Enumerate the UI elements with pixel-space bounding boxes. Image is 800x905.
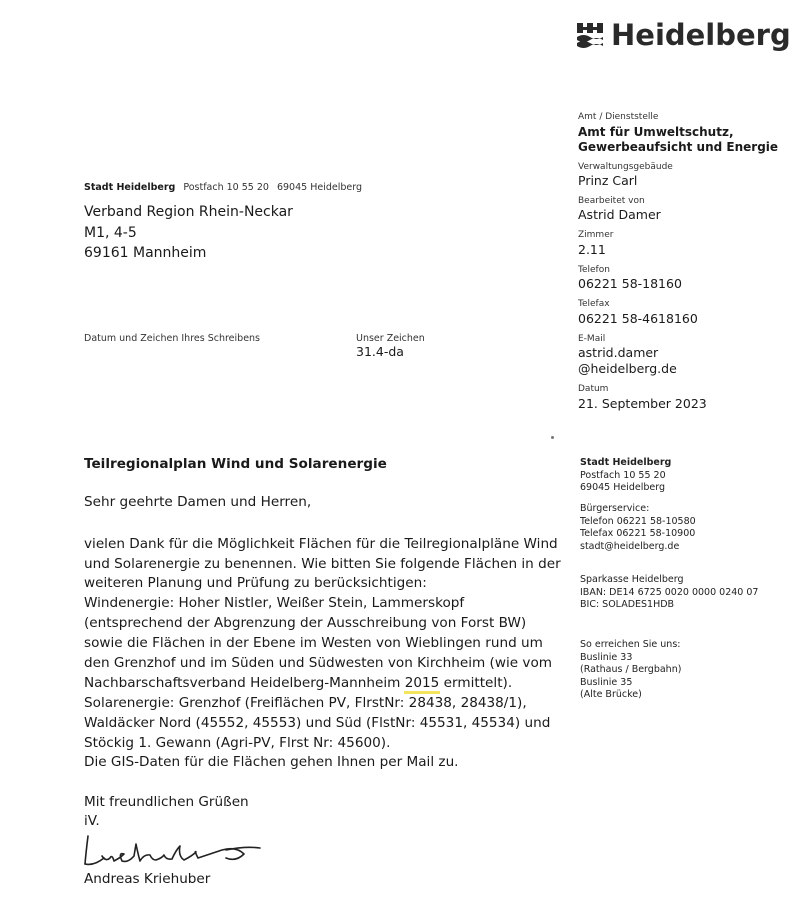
letter-salutation: Sehr geehrte Damen und Herren, — [84, 494, 312, 510]
sender-line — [84, 182, 362, 193]
amt-line2: Gewerbeaufsicht und Energie — [578, 140, 779, 154]
sidebar-bank — [580, 574, 758, 612]
phone-label: Telefon — [578, 265, 610, 275]
recipient-line3: 69161 Mannheim — [84, 245, 207, 261]
bank-bic: BIC: SOLADES1HDB — [580, 599, 675, 611]
service-label: Bürgerservice: — [580, 503, 650, 514]
room-value: 2.11 — [578, 242, 606, 257]
body-line: Die GIS-Daten für die Flächen gehen Ihnen per Mail zu. — [84, 754, 459, 770]
amt-label: Amt / Dienststelle — [578, 112, 659, 122]
email-line1: astrid.damer — [578, 345, 659, 360]
body-line: Windenergie: Hoher Nistler, Weißer Stein, Lammerskopf — [84, 595, 465, 611]
body-line-highlighted — [84, 675, 512, 691]
fax-value: 06221 58-4618160 — [578, 311, 698, 326]
body-line: den Grenzhof und im Süden und Südwesten von Kirchheim (wie vom — [84, 655, 553, 671]
sidebar-city: 69045 Heidelberg — [580, 482, 666, 494]
fax-label: Telefax — [578, 299, 610, 309]
body-line: Stöckig 1. Gewann (Agri-PV, Flrst Nr: 45600). — [84, 735, 391, 751]
body-line: (entsprechend der Abgrenzung der Ausschreibung von Forst BW) — [84, 615, 527, 631]
body-line-part: ermittelt). — [439, 675, 513, 691]
body-line: Waldäcker Nord (45552, 45553) und Süd (FlstNr: 45531, 45534) und — [84, 715, 551, 731]
service-fax: Telefax 06221 58-10900 — [580, 528, 696, 540]
heidelberg-emblem-icon — [577, 22, 603, 48]
building-label: Verwaltungsgebäude — [578, 162, 673, 172]
bank-iban: IBAN: DE14 6725 0020 0000 0240 07 — [580, 586, 759, 598]
sidebar-service — [580, 503, 696, 553]
building-value: Prinz Carl — [578, 173, 638, 188]
body-line: und Solarenergie zu benennen. Wie bitten Sie folgende Flächen in der — [84, 556, 561, 572]
room-label: Zimmer — [578, 230, 614, 240]
body-line-part: Nachbarschaftsverband Heidelberg-Mannheim — [84, 675, 405, 691]
body-line: weiteren Planung und Prüfung zu berücksichtigen: — [84, 575, 427, 591]
date-value: 21. September 2023 — [578, 396, 707, 411]
sidebar-reach — [580, 639, 681, 702]
sender-postbox: Postfach 10 55 20 — [183, 182, 269, 193]
date-label: Datum — [578, 384, 609, 394]
sender-org: Stadt Heidelberg — [84, 182, 176, 193]
body-line: sowie die Flächen in der Ebene im Westen von Wieblingen rund um — [84, 635, 543, 651]
handler-value: Astrid Damer — [578, 207, 661, 222]
sidebar-postbox: Postfach 10 55 20 — [580, 469, 666, 481]
your-reference-label: Datum und Zeichen Ihres Schreibens — [84, 333, 261, 344]
our-reference-label: Unser Zeichen — [356, 333, 425, 344]
signer-name: Andreas Kriehuber — [84, 871, 211, 887]
recipient-line2: M1, 4-5 — [84, 225, 137, 241]
our-reference-value: 31.4-da — [356, 344, 404, 359]
letter-subject: Teilregionalplan Wind und Solarenergie — [84, 456, 387, 472]
sidebar-contact — [580, 457, 671, 495]
service-mail: stadt@heidelberg.de — [580, 540, 680, 552]
sender-city: 69045 Heidelberg — [276, 182, 362, 193]
bus2-stop: (Alte Brücke) — [580, 689, 642, 701]
bus2: Buslinie 35 — [580, 676, 633, 688]
heidelberg-logo — [577, 18, 791, 52]
sidebar-org: Stadt Heidelberg — [580, 457, 672, 468]
bus1: Buslinie 33 — [580, 651, 633, 663]
logo-wordmark: Heidelberg — [611, 18, 791, 52]
handler-label: Bearbeitet von — [578, 196, 645, 206]
scan-dot — [551, 436, 554, 439]
highlighted-year: 2015 — [404, 675, 440, 691]
body-line: vielen Dank für die Möglichkeit Flächen für die Teilregionalpläne Wind — [84, 536, 558, 552]
amt-line1: Amt für Umweltschutz, — [578, 125, 734, 139]
letter-closing: Mit freundlichen Grüßen — [84, 794, 249, 810]
email-label: E-Mail — [578, 334, 606, 344]
recipient-line1: Verband Region Rhein-Neckar — [84, 204, 293, 220]
service-phone: Telefon 06221 58-10580 — [580, 515, 696, 527]
letter-iv: iV. — [84, 813, 100, 829]
phone-value: 06221 58-18160 — [578, 276, 682, 291]
bus1-stop: (Rathaus / Bergbahn) — [580, 664, 682, 676]
email-line2: @heidelberg.de — [578, 361, 677, 376]
body-line: Solarenergie: Grenzhof (Freiflächen PV, FlrstNr: 28438, 28438/1), — [84, 695, 527, 711]
bank-name: Sparkasse Heidelberg — [580, 574, 684, 585]
reach-label: So erreichen Sie uns: — [580, 639, 681, 650]
